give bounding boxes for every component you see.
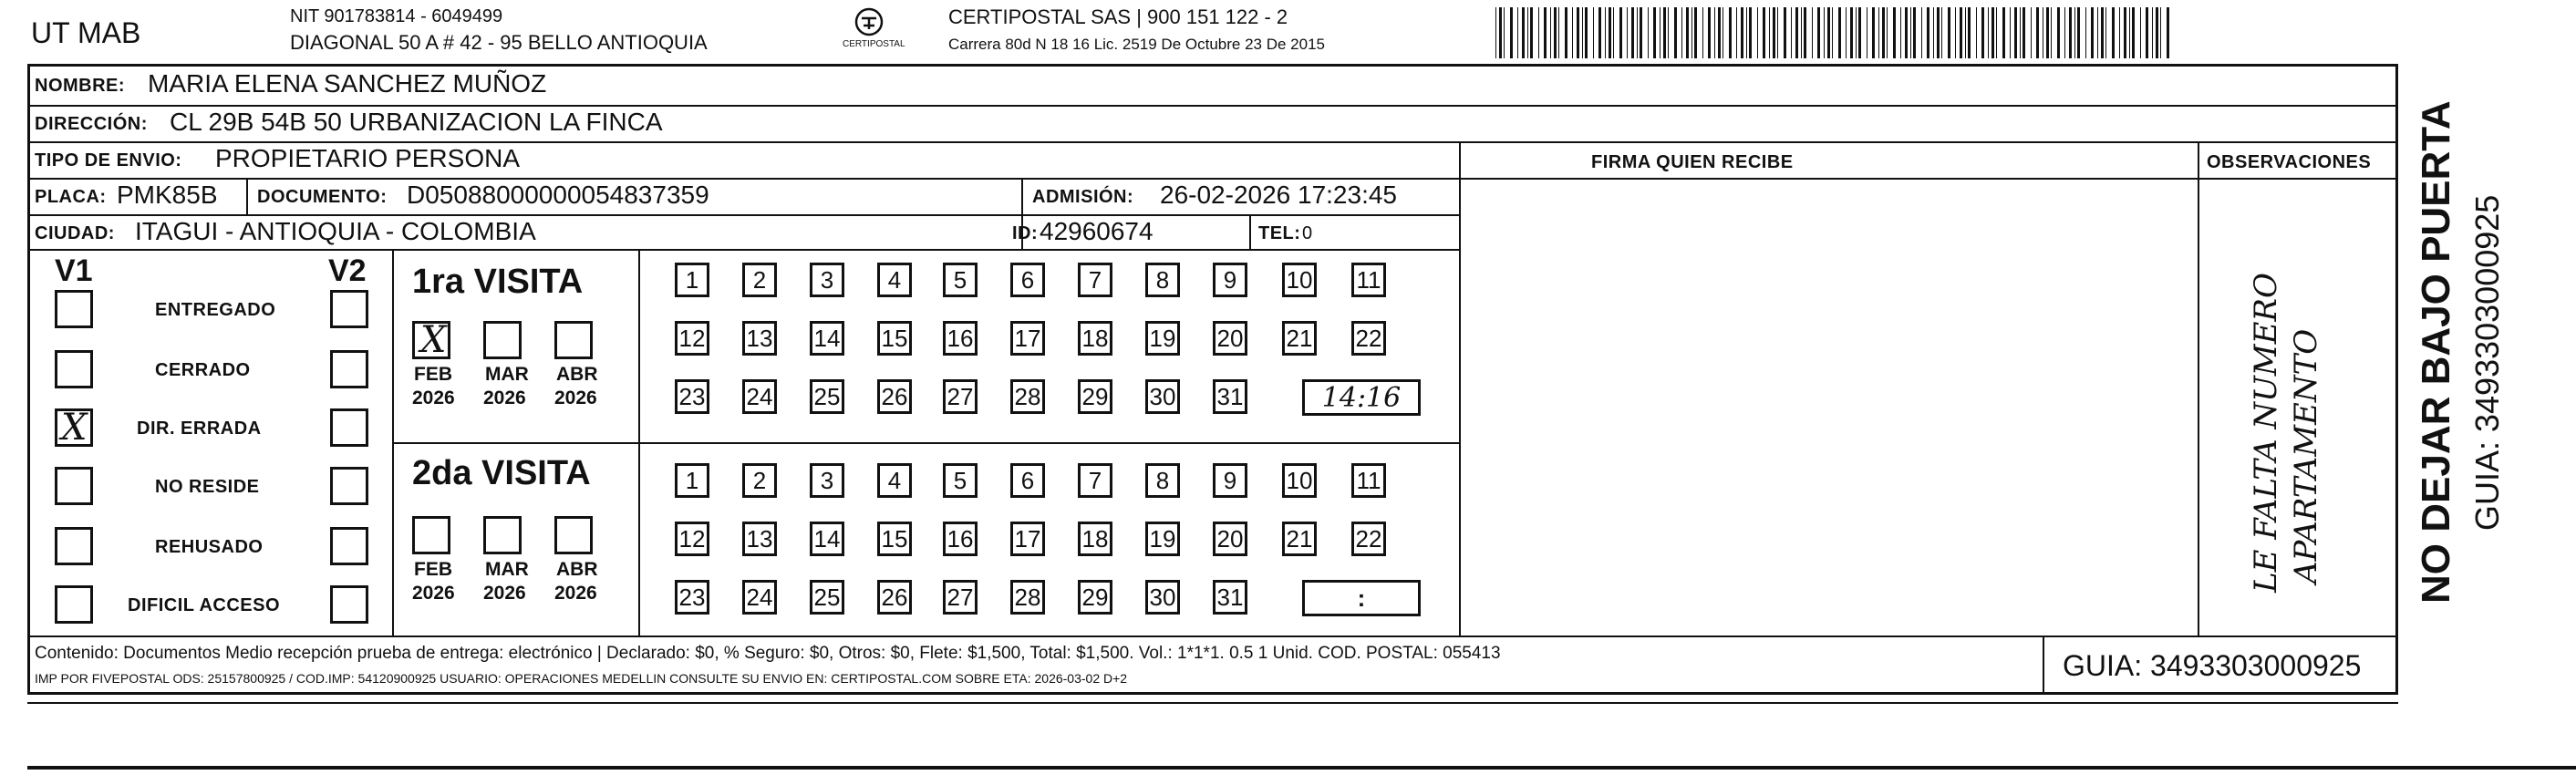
- barcode-bar: [1538, 7, 1539, 58]
- barcode-bar: [1910, 7, 1911, 58]
- first-visit-time: 14:16: [1321, 381, 1402, 414]
- admision-label: ADMISIÓN:: [1032, 187, 1134, 207]
- first-visit-time-box[interactable]: [1302, 379, 1421, 416]
- second-visit-day-box[interactable]: 1: [675, 463, 709, 498]
- barcode-bar: [1702, 7, 1703, 58]
- barcode-bar: [1609, 7, 1611, 58]
- barcode-bar: [1827, 7, 1830, 58]
- barcode-bar: [1718, 7, 1721, 58]
- barcode-bar: [1976, 7, 1977, 58]
- barcode-bar: [1817, 7, 1820, 58]
- barcode-bar: [1763, 7, 1765, 58]
- v2-checkbox[interactable]: [330, 350, 368, 388]
- month-year: 2026: [554, 388, 597, 408]
- barcode: [1495, 7, 2178, 58]
- barcode-bar: [1558, 7, 1559, 58]
- barcode-bar: [1981, 7, 1984, 58]
- first-visit-day-box[interactable]: 1: [675, 263, 709, 297]
- v1-checkbox[interactable]: [55, 350, 93, 388]
- second-visit-day-box[interactable]: 6: [1010, 463, 1045, 498]
- barcode-bar: [1773, 7, 1775, 58]
- second-visit-month-box[interactable]: [483, 516, 522, 554]
- v1-checkbox[interactable]: [55, 527, 93, 565]
- barcode-bar: [1681, 7, 1682, 58]
- second-visit-day-box[interactable]: 19: [1145, 522, 1180, 556]
- barcode-bar: [1838, 7, 1841, 58]
- second-visit-day-box[interactable]: 17: [1010, 522, 1045, 556]
- barcode-bar: [1585, 7, 1588, 58]
- barcode-bar: [1668, 7, 1669, 58]
- month-label: FEB: [414, 559, 452, 580]
- first-visit-day-box[interactable]: 28: [1010, 379, 1045, 414]
- placa-value: PMK85B: [117, 181, 218, 209]
- second-visit-day-box[interactable]: 31: [1213, 580, 1247, 615]
- barcode-bar: [2167, 7, 2169, 58]
- barcode-bar: [1530, 7, 1533, 58]
- first-visit-day-box[interactable]: 4: [877, 263, 912, 297]
- barcode-bar: [1769, 7, 1770, 58]
- second-visit-day-box[interactable]: 16: [943, 522, 978, 556]
- second-visit-day-box[interactable]: 9: [1213, 463, 1247, 498]
- v1-checkbox[interactable]: [55, 467, 93, 505]
- admision-value: 26-02-2026 17:23:45: [1160, 181, 1397, 209]
- v1-mark: X: [61, 407, 88, 449]
- barcode-bar: [1872, 7, 1875, 58]
- barcode-bar: [2069, 7, 2072, 58]
- observaciones-header: OBSERVACIONES: [2207, 152, 2372, 172]
- first-visit-day-box[interactable]: 10: [1282, 263, 1317, 297]
- barcode-bar: [1504, 7, 1505, 58]
- logo-text: CERTIPOSTAL: [843, 39, 905, 49]
- documento-label: DOCUMENTO:: [257, 187, 388, 207]
- barcode-bar: [2046, 7, 2049, 58]
- second-visit-day-box[interactable]: 11: [1351, 463, 1386, 498]
- barcode-bar: [1795, 7, 1798, 58]
- first-visit-day-box[interactable]: 18: [1078, 321, 1112, 356]
- second-visit-day-box[interactable]: 2: [742, 463, 777, 498]
- first-visit-day-box[interactable]: 29: [1078, 379, 1112, 414]
- ciudad-label: CIUDAD:: [35, 223, 115, 243]
- carrier-name: CERTIPOSTAL SAS | 900 151 122 - 2: [948, 5, 1288, 28]
- month-year: 2026: [483, 583, 526, 604]
- month-label: MAR: [485, 559, 529, 580]
- second-visit-day-box[interactable]: 25: [810, 580, 844, 615]
- barcode-bar: [1846, 7, 1847, 58]
- v2-checkbox[interactable]: [330, 467, 368, 505]
- barcode-bar: [1613, 7, 1614, 58]
- first-visit-month-box[interactable]: [412, 321, 450, 359]
- first-visit-day-box[interactable]: 31: [1213, 379, 1247, 414]
- barcode-bar: [2140, 7, 2141, 58]
- month-label: MAR: [485, 364, 529, 385]
- first-visit-day-box[interactable]: 23: [675, 379, 709, 414]
- second-visit-day-box[interactable]: 14: [810, 522, 844, 556]
- barcode-bar: [1577, 7, 1579, 58]
- first-visit-day-box[interactable]: 12: [675, 321, 709, 356]
- barcode-bar: [1887, 7, 1888, 58]
- v1-checkbox[interactable]: [55, 290, 93, 328]
- tipo-envio-label: TIPO DE ENVIO:: [35, 150, 182, 170]
- firma-header: FIRMA QUIEN RECIBE: [1591, 152, 1794, 172]
- month-year: 2026: [554, 583, 597, 604]
- observation-line-2: APARTAMENTO: [2288, 328, 2324, 584]
- barcode-bar: [1927, 7, 1929, 58]
- barcode-bar: [1749, 7, 1752, 58]
- barcode-bar: [1517, 7, 1518, 58]
- barcode-bar: [2064, 7, 2065, 58]
- recipient-name: MARIA ELENA SANCHEZ MUÑOZ: [148, 69, 547, 98]
- barcode-bar: [2132, 7, 2135, 58]
- barcode-bar: [2124, 7, 2126, 58]
- barcode-bar: [1937, 7, 1940, 58]
- second-visit-day-box[interactable]: 22: [1351, 522, 1386, 556]
- barcode-bar: [1804, 7, 1806, 58]
- barcode-bar: [2023, 7, 2025, 58]
- imp-line: IMP POR FIVEPOSTAL ODS: 25157800925 / COD.IMP: 54120900925 USUARIO: OPERACIONES MEDELLIN CONSULTE SU ENVIO EN: CERTIPOSTAL.COM SOBRE ETA: 2026-03-02 D+2: [35, 671, 1128, 686]
- barcode-bar: [1968, 7, 1971, 58]
- barcode-bar: [2112, 7, 2115, 58]
- barcode-bar: [1913, 7, 1916, 58]
- first-visit-day-box[interactable]: 9: [1213, 263, 1247, 297]
- barcode-bar: [2031, 7, 2032, 58]
- barcode-bar: [2129, 7, 2130, 58]
- first-visit-day-box[interactable]: 20: [1213, 321, 1247, 356]
- barcode-bar: [1905, 7, 1908, 58]
- direccion-label: DIRECCIÓN:: [35, 114, 148, 134]
- second-visit-title: 2da VISITA: [412, 454, 591, 492]
- second-visit-day-box[interactable]: 3: [810, 463, 844, 498]
- observations-handwriting: [2207, 219, 2325, 620]
- second-visit-day-box[interactable]: 18: [1078, 522, 1112, 556]
- tel-value: 0: [1302, 223, 1313, 243]
- barcode-bar: [1757, 7, 1758, 58]
- barcode-bar: [2014, 7, 2017, 58]
- barcode-bar: [1729, 7, 1732, 58]
- barcode-bar: [1550, 7, 1551, 58]
- id-label: ID:: [1012, 223, 1039, 243]
- barcode-bar: [1572, 7, 1573, 58]
- v1-checkbox[interactable]: [55, 585, 93, 624]
- barcode-bar: [1996, 7, 1997, 58]
- barcode-bar: [2077, 7, 2080, 58]
- first-visit-day-box[interactable]: 14: [810, 321, 844, 356]
- status-label: CERRADO: [155, 360, 251, 380]
- second-visit-day-box[interactable]: 23: [675, 580, 709, 615]
- v2-checkbox[interactable]: [330, 585, 368, 624]
- second-visit-day-box[interactable]: 30: [1145, 580, 1180, 615]
- recipient-address: CL 29B 54B 50 URBANIZACION LA FINCA: [170, 108, 663, 136]
- id-value: 42960674: [1040, 217, 1154, 245]
- month-label: ABR: [556, 364, 598, 385]
- first-visit-day-box[interactable]: 8: [1145, 263, 1180, 297]
- barcode-bar: [1565, 7, 1567, 58]
- second-visit-day-box[interactable]: 21: [1282, 522, 1317, 556]
- barcode-bar: [1499, 7, 1502, 58]
- barcode-bar: [2020, 7, 2021, 58]
- v2-header: V2: [328, 253, 367, 288]
- second-visit-day-box[interactable]: 12: [675, 522, 709, 556]
- barcode-bar: [1582, 7, 1583, 58]
- barcode-bar: [2010, 7, 2011, 58]
- second-visit-day-box[interactable]: 26: [877, 580, 912, 615]
- first-visit-day-box[interactable]: 3: [810, 263, 844, 297]
- documento-value: D05088000000054837359: [407, 181, 709, 209]
- status-label: ENTREGADO: [155, 300, 276, 320]
- v2-checkbox[interactable]: [330, 527, 368, 565]
- barcode-bar: [1933, 7, 1934, 58]
- company-name: UT MAB: [31, 16, 141, 49]
- barcode-bar: [2097, 7, 2098, 58]
- barcode-bar: [2152, 7, 2153, 58]
- barcode-bar: [1991, 7, 1994, 58]
- barcode-bar: [1640, 7, 1642, 58]
- barcode-bar: [2119, 7, 2120, 58]
- barcode-bar: [2091, 7, 2094, 58]
- second-visit-month-box[interactable]: [554, 516, 593, 554]
- second-visit-time-box[interactable]: [1302, 580, 1421, 616]
- barcode-bar: [1708, 7, 1711, 58]
- barcode-bar: [2002, 7, 2005, 58]
- month-year: 2026: [412, 583, 455, 604]
- barcode-bar: [1495, 7, 1496, 58]
- barcode-bar: [1824, 7, 1825, 58]
- first-visit-day-box[interactable]: 26: [877, 379, 912, 414]
- certipostal-logo: [837, 5, 905, 58]
- barcode-bar: [1663, 7, 1666, 58]
- barcode-bar: [2160, 7, 2161, 58]
- barcode-bar: [1605, 7, 1606, 58]
- barcode-bar: [1544, 7, 1547, 58]
- first-visit-day-box[interactable]: 13: [742, 321, 777, 356]
- second-visit-day-box[interactable]: 8: [1145, 463, 1180, 498]
- barcode-bar: [2051, 7, 2052, 58]
- first-visit-month-mark: X: [420, 319, 447, 361]
- side-guia: GUIA: 3493303000925: [2468, 194, 2506, 531]
- first-visit-day-box[interactable]: 17: [1010, 321, 1045, 356]
- barcode-bar: [1965, 7, 1966, 58]
- barcode-bar: [1736, 7, 1737, 58]
- barcode-bar: [1527, 7, 1528, 58]
- month-label: ABR: [556, 559, 598, 580]
- barcode-bar: [1955, 7, 1956, 58]
- barcode-bar: [1812, 7, 1813, 58]
- second-visit-day-box[interactable]: 20: [1213, 522, 1247, 556]
- barcode-bar: [1593, 7, 1594, 58]
- month-label: FEB: [414, 364, 452, 385]
- barcode-bar: [1648, 7, 1649, 58]
- second-visit-day-box[interactable]: 28: [1010, 580, 1045, 615]
- first-visit-day-box[interactable]: 25: [810, 379, 844, 414]
- first-visit-month-box[interactable]: [554, 321, 593, 359]
- second-visit-day-box[interactable]: 7: [1078, 463, 1112, 498]
- first-visit-day-box[interactable]: 22: [1351, 321, 1386, 356]
- status-label: DIR. ERRADA: [137, 418, 262, 439]
- nombre-label: NOMBRE:: [35, 76, 126, 96]
- contenido-line: Contenido: Documentos Medio recepción prueba de entrega: electrónico | Declarado: $0, % Seguro: $0, Otros: $0, Flete: $1,500, Total: $1,500. Vol.: 1*1*1. 0.5 1 Unid. COD. POSTAL: 055413: [35, 644, 1501, 663]
- first-visit-day-box[interactable]: 11: [1351, 263, 1386, 297]
- second-visit-day-box[interactable]: 10: [1282, 463, 1317, 498]
- status-label: DIFICIL ACCESO: [128, 595, 281, 615]
- second-visit-day-box[interactable]: 29: [1078, 580, 1112, 615]
- v1-header: V1: [55, 253, 93, 288]
- barcode-bar: [1960, 7, 1962, 58]
- first-visit-title: 1ra VISITA: [412, 263, 584, 301]
- barcode-bar: [1832, 7, 1833, 58]
- barcode-bar: [1878, 7, 1879, 58]
- barcode-bar: [1988, 7, 1989, 58]
- company-address: DIAGONAL 50 A # 42 - 95 BELLO ANTIOQUIA: [290, 31, 708, 54]
- barcode-bar: [1522, 7, 1525, 58]
- v2-checkbox[interactable]: [330, 408, 368, 447]
- first-visit-day-box[interactable]: 16: [943, 321, 978, 356]
- barcode-bar: [1554, 7, 1557, 58]
- barcode-bar: [1637, 7, 1638, 58]
- first-visit-day-box[interactable]: 6: [1010, 263, 1045, 297]
- barcode-bar: [1631, 7, 1634, 58]
- tel-label: TEL:: [1258, 223, 1301, 243]
- barcode-bar: [1714, 7, 1715, 58]
- barcode-bar: [1694, 7, 1697, 58]
- first-visit-day-box[interactable]: 21: [1282, 321, 1317, 356]
- barcode-bar: [1850, 7, 1853, 58]
- barcode-bar: [1627, 7, 1628, 58]
- first-visit-day-box[interactable]: 24: [742, 379, 777, 414]
- second-visit-day-box[interactable]: 4: [877, 463, 912, 498]
- first-visit-day-box[interactable]: 19: [1145, 321, 1180, 356]
- month-year: 2026: [412, 388, 455, 408]
- status-label: NO RESIDE: [155, 477, 260, 497]
- observation-line-1: LE FALTA NUMERO: [2248, 273, 2284, 593]
- barcode-bar: [2101, 7, 2104, 58]
- first-visit-day-box[interactable]: 2: [742, 263, 777, 297]
- second-visit-day-box[interactable]: 15: [877, 522, 912, 556]
- barcode-bar: [1882, 7, 1885, 58]
- company-nit: NIT 901783814 - 6049499: [290, 6, 503, 26]
- barcode-bar: [1777, 7, 1778, 58]
- first-visit-month-box[interactable]: [483, 321, 522, 359]
- second-visit-day-box[interactable]: 27: [943, 580, 978, 615]
- barcode-bar: [1674, 7, 1677, 58]
- barcode-bar: [1791, 7, 1792, 58]
- barcode-bar: [2156, 7, 2158, 58]
- status-label: REHUSADO: [155, 537, 264, 557]
- barcode-bar: [1784, 7, 1786, 58]
- barcode-bar: [1856, 7, 1857, 58]
- placa-label: PLACA:: [35, 187, 107, 207]
- barcode-bar: [1801, 7, 1802, 58]
- barcode-bar: [1619, 7, 1622, 58]
- barcode-bar: [1900, 7, 1901, 58]
- v1-checkbox[interactable]: [55, 408, 93, 447]
- tipo-envio-value: PROPIETARIO PERSONA: [215, 144, 520, 172]
- month-year: 2026: [483, 388, 526, 408]
- barcode-bar: [1686, 7, 1689, 58]
- first-visit-day-box[interactable]: 5: [943, 263, 978, 297]
- barcode-bar: [1746, 7, 1747, 58]
- barcode-bar: [2074, 7, 2075, 58]
- first-visit-day-box[interactable]: 30: [1145, 379, 1180, 414]
- barcode-bar: [1941, 7, 1942, 58]
- no-dejar-warning: NO DEJAR BAJO PUERTA: [2414, 100, 2458, 604]
- first-visit-day-box[interactable]: 7: [1078, 263, 1112, 297]
- barcode-bar: [1653, 7, 1656, 58]
- barcode-bar: [1741, 7, 1743, 58]
- barcode-bar: [1948, 7, 1950, 58]
- second-visit-day-box[interactable]: 5: [943, 463, 978, 498]
- ciudad-value: ITAGUI - ANTIOQUIA - COLOMBIA: [135, 217, 536, 245]
- barcode-bar: [2146, 7, 2148, 58]
- second-visit-day-box[interactable]: 13: [742, 522, 777, 556]
- carrier-address: Carrera 80d N 18 16 Lic. 2519 De Octubre 23 De 2015: [948, 36, 1325, 53]
- barcode-bar: [2057, 7, 2060, 58]
- second-visit-day-box[interactable]: 24: [742, 580, 777, 615]
- barcode-bar: [1691, 7, 1692, 58]
- barcode-bar: [1858, 7, 1861, 58]
- guia-box: GUIA: 3493303000925: [2063, 649, 2362, 682]
- barcode-bar: [1510, 7, 1513, 58]
- barcode-bar: [2105, 7, 2106, 58]
- barcode-bar: [1598, 7, 1601, 58]
- barcode-bar: [1893, 7, 1896, 58]
- barcode-bar: [1921, 7, 1922, 58]
- second-visit-time: :: [1357, 584, 1366, 612]
- first-visit-day-box[interactable]: 27: [943, 379, 978, 414]
- barcode-bar: [2036, 7, 2039, 58]
- first-visit-day-box[interactable]: 15: [877, 321, 912, 356]
- v2-checkbox[interactable]: [330, 290, 368, 328]
- barcode-bar: [2085, 7, 2086, 58]
- second-visit-month-box[interactable]: [412, 516, 450, 554]
